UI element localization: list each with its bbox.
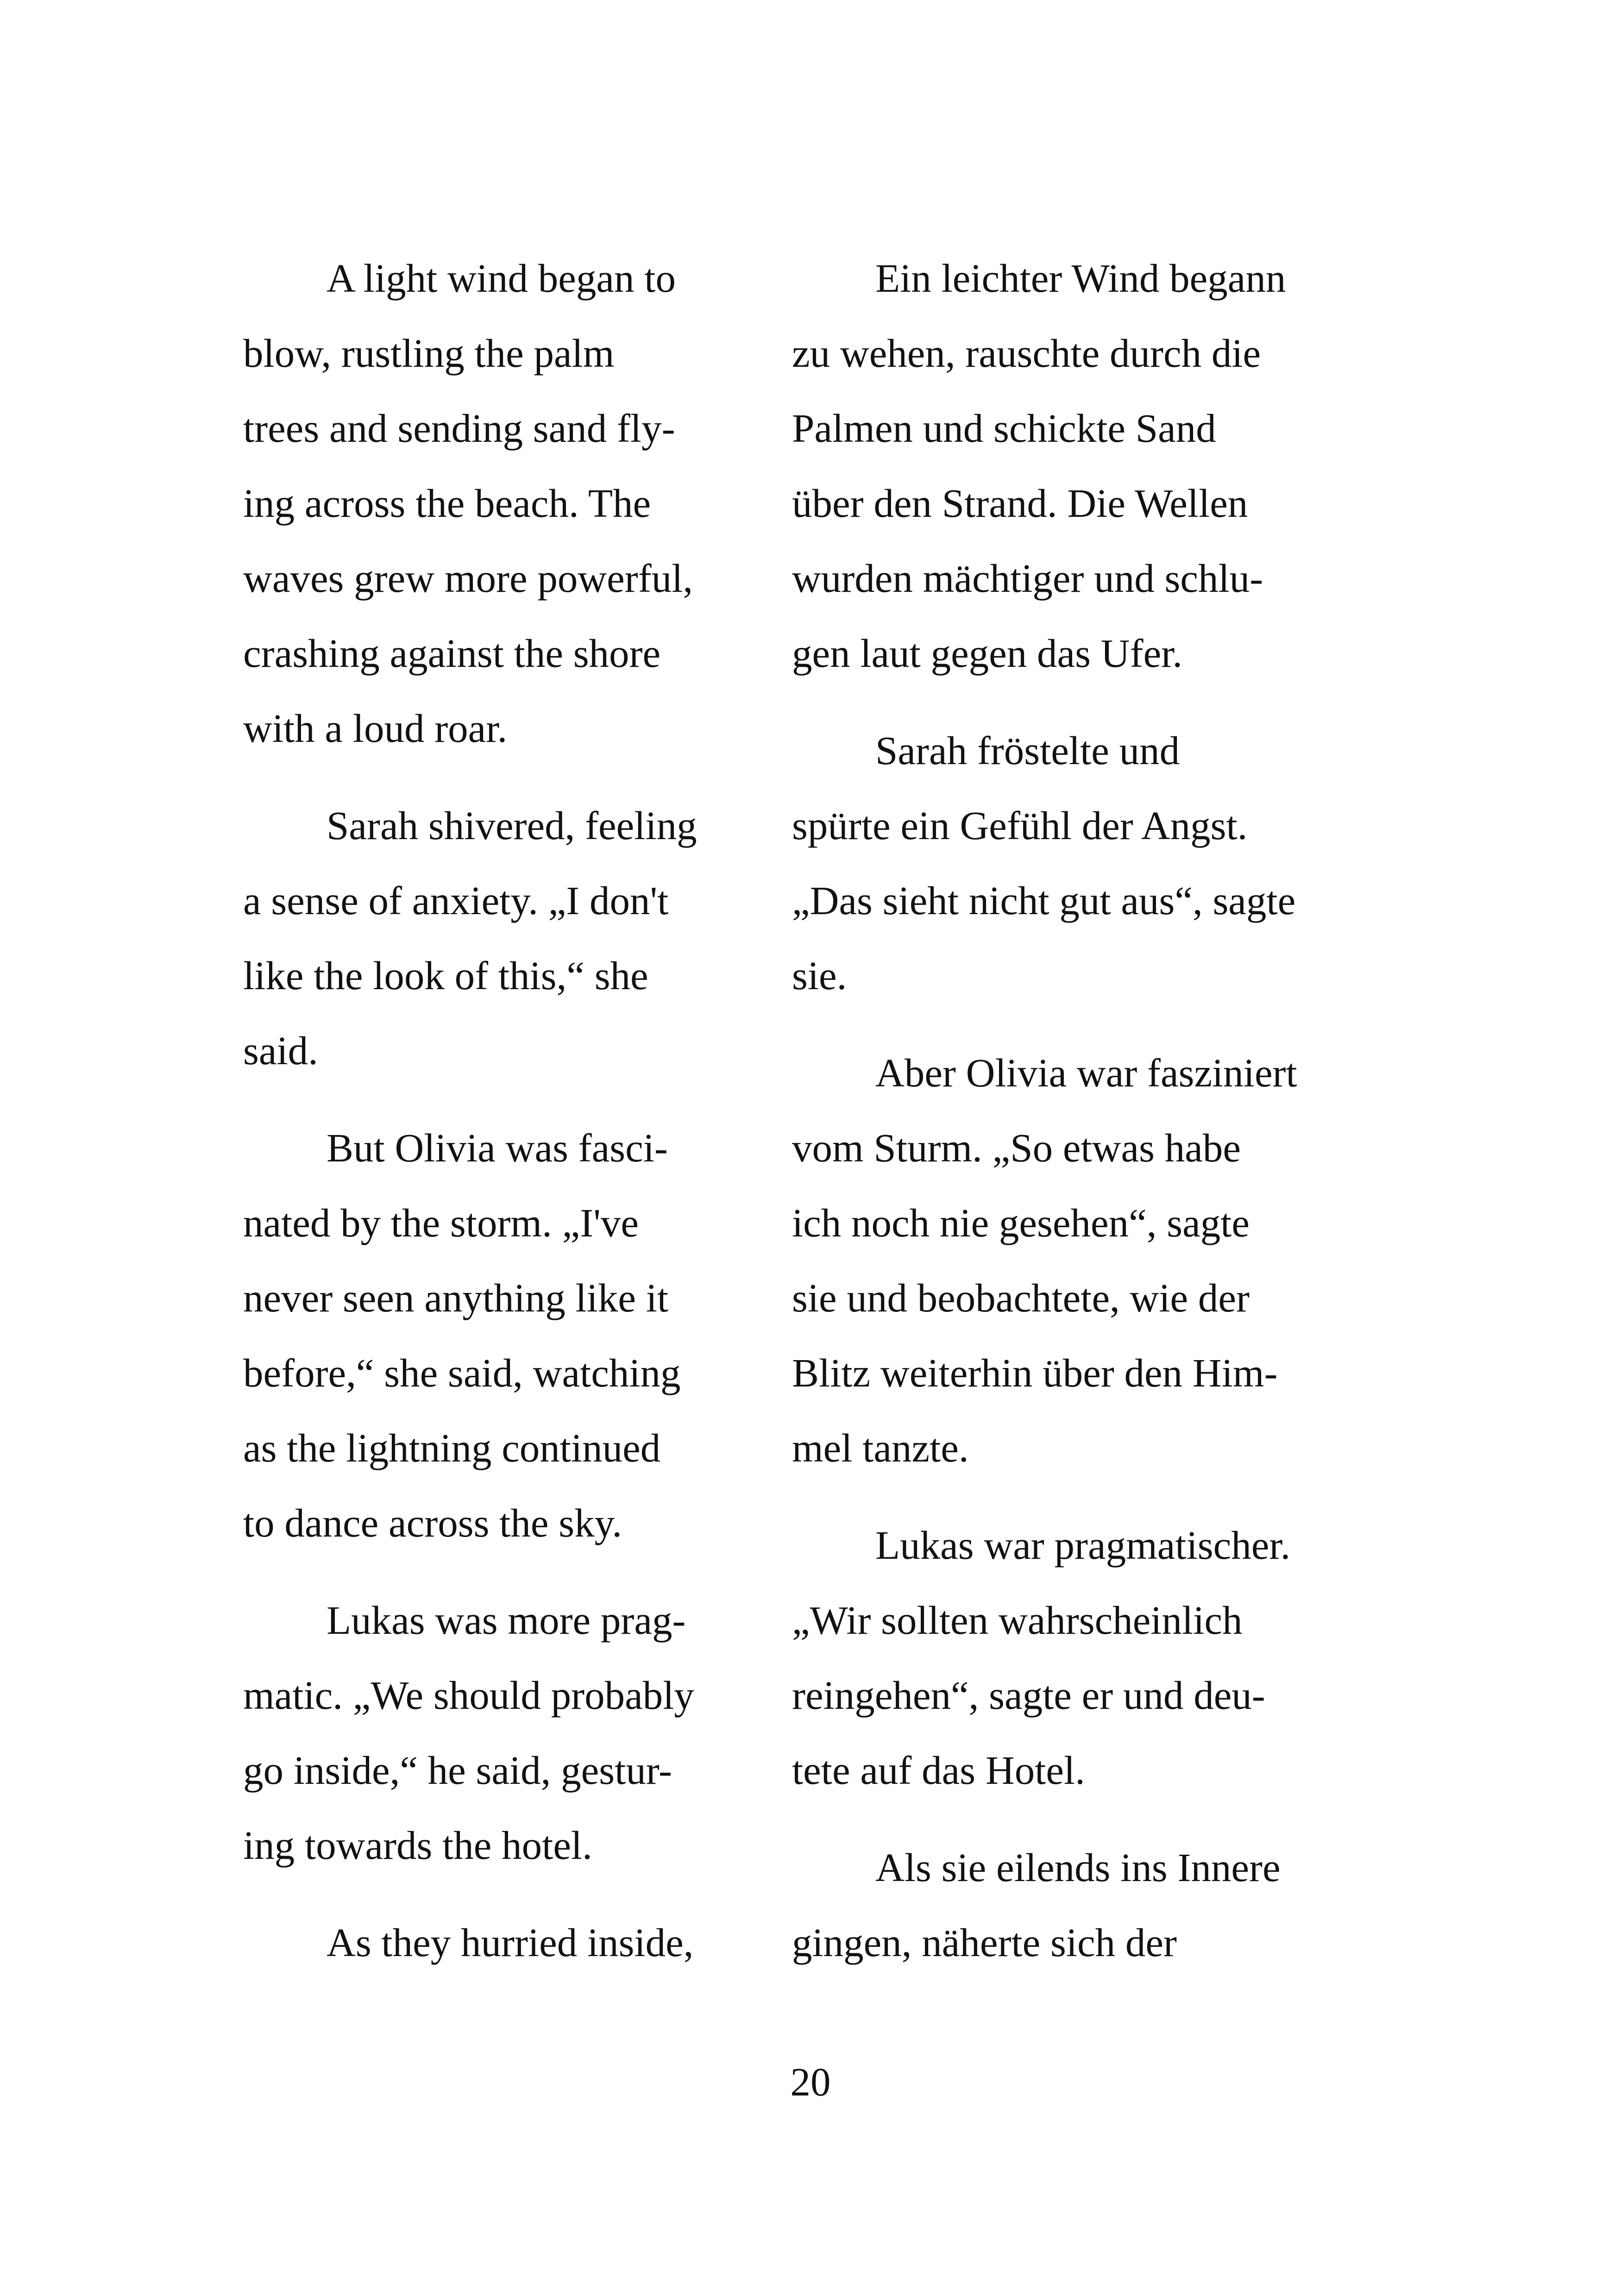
english-text-line: matic. „We should probably bbox=[243, 1673, 694, 1718]
english-text-line: Lukas was more prag- bbox=[327, 1598, 686, 1643]
english-text-line: blow, rustling the palm bbox=[243, 331, 615, 376]
german-text-line: Lukas war pragmatischer. bbox=[875, 1523, 1291, 1568]
english-paragraph bbox=[243, 788, 762, 1088]
german-text-line: spürte ein Gefühl der Angst. bbox=[792, 803, 1248, 848]
english-paragraph bbox=[243, 1110, 762, 1561]
german-text-line: vom Sturm. „So etwas habe bbox=[792, 1125, 1241, 1170]
german-column bbox=[792, 241, 1348, 1980]
paragraph-gap bbox=[243, 1561, 762, 1583]
english-text-line: A light wind began to bbox=[327, 256, 676, 301]
german-text-line: gingen, näherte sich der bbox=[792, 1920, 1177, 1965]
paragraph-gap bbox=[243, 766, 762, 788]
paragraph-gap bbox=[792, 691, 1348, 713]
english-text-line: ing across the beach. The bbox=[243, 481, 651, 526]
german-text-line: Ein leichter Wind begann bbox=[875, 256, 1286, 301]
german-paragraph bbox=[792, 1035, 1348, 1486]
german-text-line: mel tanzte. bbox=[792, 1425, 969, 1470]
german-text-line: „Wir sollten wahrscheinlich bbox=[792, 1598, 1243, 1643]
german-text-line: sie und beobachtete, wie der bbox=[792, 1275, 1250, 1320]
english-text-line: like the look of this,“ she bbox=[243, 953, 648, 998]
english-text-line: nated by the storm. „I've bbox=[243, 1200, 639, 1245]
paragraph-gap bbox=[792, 1013, 1348, 1035]
paragraph-gap bbox=[792, 1486, 1348, 1508]
english-text-line: as the lightning continued bbox=[243, 1425, 661, 1470]
german-text-line: gen laut gegen das Ufer. bbox=[792, 631, 1183, 676]
german-paragraph bbox=[792, 241, 1348, 691]
english-text-line: go inside,“ he said, gestur- bbox=[243, 1748, 672, 1793]
german-paragraph bbox=[792, 1508, 1348, 1808]
paragraph-gap bbox=[243, 1883, 762, 1905]
english-paragraph bbox=[243, 1905, 762, 1980]
english-paragraph bbox=[243, 1583, 762, 1883]
german-text-line: Palmen und schickte Sand bbox=[792, 406, 1216, 451]
english-paragraph bbox=[243, 241, 762, 766]
paragraph-gap bbox=[243, 1088, 762, 1110]
german-text-line: zu wehen, rauschte durch die bbox=[792, 331, 1261, 376]
german-paragraph bbox=[792, 1830, 1348, 1980]
english-text-line: As they hurried inside, bbox=[327, 1920, 694, 1965]
paragraph-gap bbox=[792, 1808, 1348, 1830]
german-text-line: Sarah fröstelte und bbox=[875, 728, 1180, 773]
english-text-line: a sense of anxiety. „I don't bbox=[243, 878, 669, 923]
english-text-line: to dance across the sky. bbox=[243, 1500, 622, 1545]
english-column bbox=[243, 241, 762, 1980]
german-text-line: „Das sieht nicht gut aus“, sagte bbox=[792, 878, 1296, 923]
german-text-line: Aber Olivia war fasziniert bbox=[875, 1050, 1297, 1095]
german-text-line: ich noch nie gesehen“, sagte bbox=[792, 1200, 1250, 1245]
german-text-line: sie. bbox=[792, 953, 847, 998]
german-text-line: Als sie eilends ins Innere bbox=[875, 1845, 1281, 1890]
english-text-line: with a loud roar. bbox=[243, 706, 508, 751]
english-text-line: said. bbox=[243, 1028, 318, 1073]
english-text-line: But Olivia was fasci- bbox=[327, 1125, 668, 1170]
english-text-line: never seen anything like it bbox=[243, 1275, 669, 1320]
english-text-line: before,“ she said, watching bbox=[243, 1350, 681, 1395]
english-text-line: ing towards the hotel. bbox=[243, 1823, 592, 1868]
english-text-line: waves grew more powerful, bbox=[243, 556, 693, 601]
english-text-line: Sarah shivered, feeling bbox=[327, 803, 697, 848]
german-text-line: Blitz weiterhin über den Him- bbox=[792, 1350, 1278, 1395]
german-paragraph bbox=[792, 713, 1348, 1013]
english-text-line: crashing against the shore bbox=[243, 631, 661, 676]
german-text-line: reingehen“, sagte er und deu- bbox=[792, 1673, 1265, 1718]
page-number: 20 bbox=[790, 2059, 831, 2104]
german-text-line: tete auf das Hotel. bbox=[792, 1748, 1085, 1793]
german-text-line: über den Strand. Die Wellen bbox=[792, 481, 1248, 526]
german-text-line: wurden mächtiger und schlu- bbox=[792, 556, 1263, 601]
english-text-line: trees and sending sand fly- bbox=[243, 406, 675, 451]
